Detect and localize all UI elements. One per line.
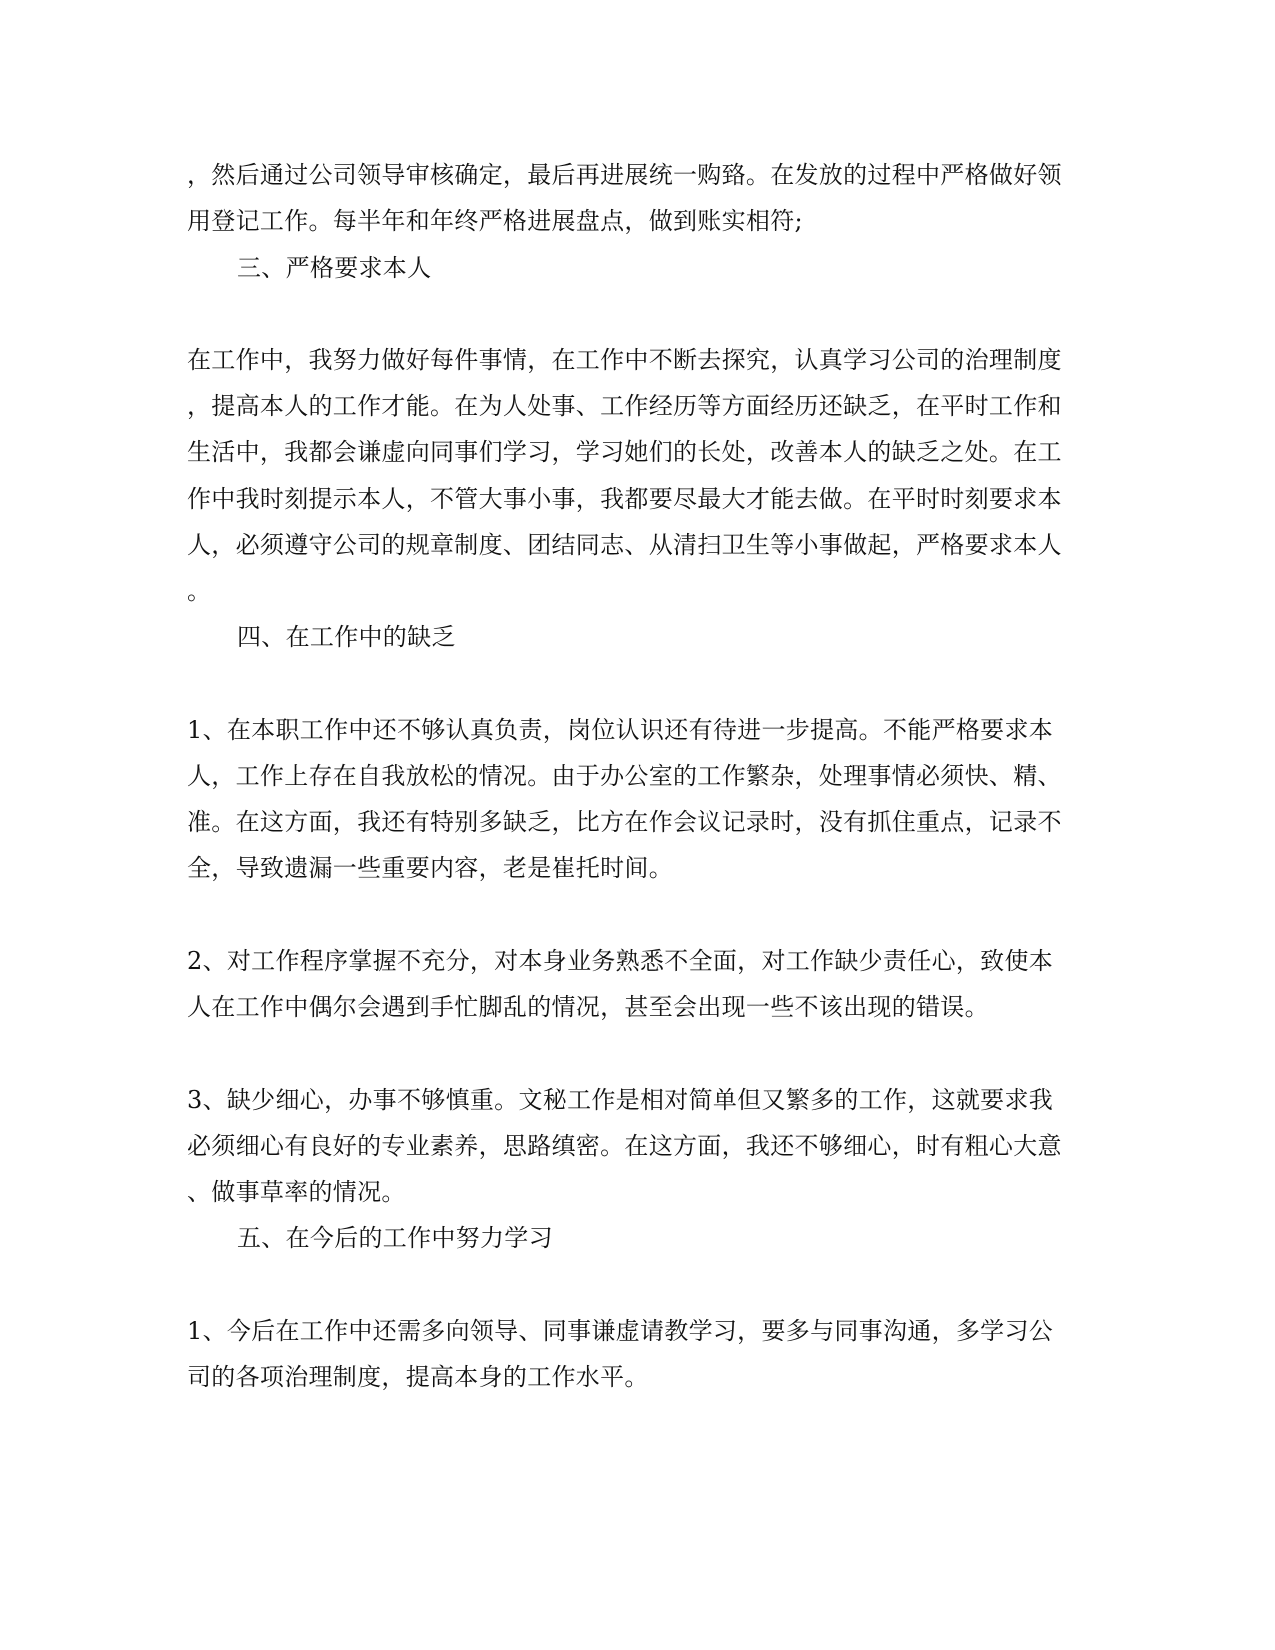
text-line: 。 [187, 577, 212, 605]
section-heading: 三、严格要求本人 [237, 254, 432, 282]
section-heading: 五、在今后的工作中努力学习 [237, 1224, 553, 1252]
text-line: 1、今后在工作中还需多向领导、同事谦虚请教学习，要多与同事沟通，多学习公 [187, 1317, 1054, 1345]
text-line: 1、在本职工作中还不够认真负责，岗位认识还有待进一步提高。不能严格要求本 [187, 716, 1054, 744]
text-line: 作中我时刻提示本人，不管大事小事，我都要尽最大才能去做。在平时时刻要求本 [187, 485, 1062, 513]
section-heading: 四、在工作中的缺乏 [237, 623, 456, 651]
text-line: 全，导致遗漏一些重要内容，老是崔托时间。 [187, 854, 673, 882]
text-line: 用登记工作。每半年和年终严格进展盘点，做到账实相符; [187, 207, 803, 235]
text-line: 必须细心有良好的专业素养，思路缜密。在这方面，我还不够细心，时有粗心大意 [187, 1132, 1062, 1160]
text-line: 生活中，我都会谦虚向同事们学习，学习她们的长处，改善本人的缺乏之处。在工 [187, 438, 1062, 466]
text-line: 、做事草率的情况。 [187, 1178, 406, 1206]
text-line: ，提高本人的工作才能。在为人处事、工作经历等方面经历还缺乏，在平时工作和 [187, 392, 1062, 420]
text-line: ，然后通过公司领导审核确定，最后再进展统一购臵。在发放的过程中严格做好领 [187, 161, 1062, 189]
text-line: 人，必须遵守公司的规章制度、团结同志、从清扫卫生等小事做起，严格要求本人 [187, 531, 1062, 559]
text-line: 人在工作中偶尔会遇到手忙脚乱的情况，甚至会出现一些不该出现的错误。 [187, 993, 989, 1021]
text-line: 准。在这方面，我还有特别多缺乏，比方在作会议记录时，没有抓住重点，记录不 [187, 808, 1062, 836]
text-line: 司的各项治理制度，提高本身的工作水平。 [187, 1363, 649, 1391]
text-line: 在工作中，我努力做好每件事情，在工作中不断去探究，认真学习公司的治理制度 [187, 346, 1062, 374]
text-line: 3、缺少细心，办事不够慎重。文秘工作是相对简单但又繁多的工作，这就要求我 [187, 1086, 1054, 1114]
text-line: 2、对工作程序掌握不充分，对本身业务熟悉不全面，对工作缺少责任心，致使本 [187, 947, 1054, 975]
text-line: 人，工作上存在自我放松的情况。由于办公室的工作繁杂，处理事情必须快、精、 [187, 762, 1062, 790]
